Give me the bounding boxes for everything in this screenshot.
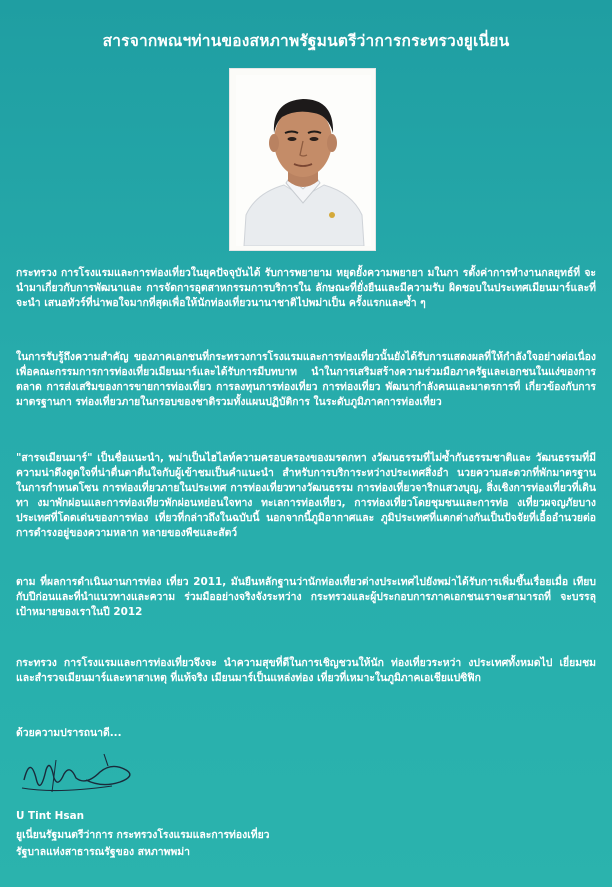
- portrait-image: [236, 75, 371, 246]
- paragraph-1: กระทรวง การโรงแรมและการท่องเที่ยวในยุคปัจจุบันได้ รับการพยายาม หยุดยั้งความพยายา มในกา รตั้งค่าการทำงานกลยุทธ์ที่ จะนำมาเกี่ยวกับการพัฒนาและ การจัดการอุตสาหกรรมการบริการใน ลักษณะที่ยั่งยืนและมีความรับ ผิดชอบในประเทศเมียนมาร์และที่จะนำ เสนอทัวร์ที่น่าพอใจมากที่สุดเพื่อให้นักท่องเที่ยวนานาชาติไปพม่าเป็น ครั้งแรกและซ้ำ ๆ: [16, 267, 596, 309]
- signatory-name: U Tint Hsan: [16, 810, 84, 822]
- signatory-government: รัฐบาลแห่งสาธารณรัฐของ สหภาพพม่า: [16, 846, 190, 858]
- signatory-title: ยูเนี่ยนรัฐมนตรีว่าการ กระทรวงโรงแรมและการท่องเที่ยว: [16, 829, 270, 841]
- closing-salutation: ด้วยความปรารถนาดี...: [16, 727, 122, 739]
- paragraph-4: ตาม ที่ผลการดำเนินงานการท่อง เที่ยว 2011, มันยืนหลักฐานว่านักท่องเที่ยวต่างประเทศไปยังพม่าได้รับการเพิ่มขึ้นเรื่อยเมื่อ เทียบกับปีก่อนและที่นำแนวทางและความ ร่วมมืออย่างจริงจังระหว่าง กระทรวงและผู้ประกอบการภาคเอกชนเราจะสามารถที่ จะบรรลุ เป้าหมายของเราในปี 2012: [16, 576, 596, 618]
- minister-photo: [229, 68, 376, 251]
- page-title: สารจากพณฯท่านของสหภาพรัฐมนตรีว่าการกระทรวงยูเนี่ยน: [102, 32, 510, 50]
- paragraph-5: กระทรวง การโรงแรมและการท่องเที่ยวจึงจะ นำความสุขที่ดีในการเชิญชวนให้นัก ท่องเที่ยวระหว่า งประเทศทั้งหมดไป เยี่ยมชมและสำรวจเมียนมาร์และหาสาเหตุ ที่แท้จริง เมียนมาร์เป็นแหล่งท่อง เที่ยวที่เหมาะในภูมิภาคเอเชียแปซิฟิก: [16, 657, 596, 684]
- paragraph-2: ในการรับรู้ถึงความสำคัญ ของภาคเอกชนที่กระทรวงการโรงแรมและการท่องเที่ยวนั้นยังได้รับการแสดงผลที่ให้กำลังใจอย่างต่อเนื่องเพื่อคณะกรรมการการท่องเที่ยวเมียนมาร์และได้รับการมีบทบาท นำในการเสริมสร้างความร่วมมือภาครัฐและเอกชนในแง่ของการตลาด การส่งเสริมของการขายการท่องเที่ยว การลงทุนการท่องเที่ยว การท่องเที่ยว พัฒนากำลังคนและมาตรการที่ เกี่ยวข้องกับการมาตรฐานกา รท่องเที่ยวภายในกรอบของชาติรวมทั้งแผนปฏิบัติการ ในระดับภูมิภาคการท่องเที่ยว: [16, 351, 596, 408]
- paragraph-3: "สารจเมียนมาร์" เป็นชื่อแนะนำ, พม่าเป็นไฮไลท์ความครอบครองของมรดกทา งวัฒนธรรมที่ไม่ซ้ำกันธรรมชาติและ วัฒนธรรมที่มีความน่าดึงดูดใจที่น่าตื่นตาตื่นใจกับผู้เข้าชมเป็นคำแนะนำ สำหรับการบริการะหว่างประเทศสิ่งอำ นวยความสะดวกที่พักมาตรฐานในการกำหนดโซน การท่องเที่ยวภายในประเทศ การท่องเที่ยวทางวัฒนธรรม การท่องเที่ยวจาริกแสวงบุญ, สิ่งเชิงการท่องเที่ยวที่เดินทา งมาพักผ่อนและการท่องเที่ยวพักผ่อนหย่อนใจทาง ทะเลการท่องเที่ยว, การท่องเที่ยวโดยชุมชนและการท่อ งเที่ยวผจญภัยบางประเทศที่โดดเด่นของการท่อง เที่ยวที่กล่าวถึงในฉบับนี้ นอกจากนี้ภูมิอากาศและ ภูมิประเทศที่แตกต่างกันเป็นปัจจัยที่เอื้ออำนวยต่อการดำรงอยู่ของความหลาก หลายของพืชและสัตว์: [16, 452, 596, 539]
- handwritten-signature: [16, 748, 146, 807]
